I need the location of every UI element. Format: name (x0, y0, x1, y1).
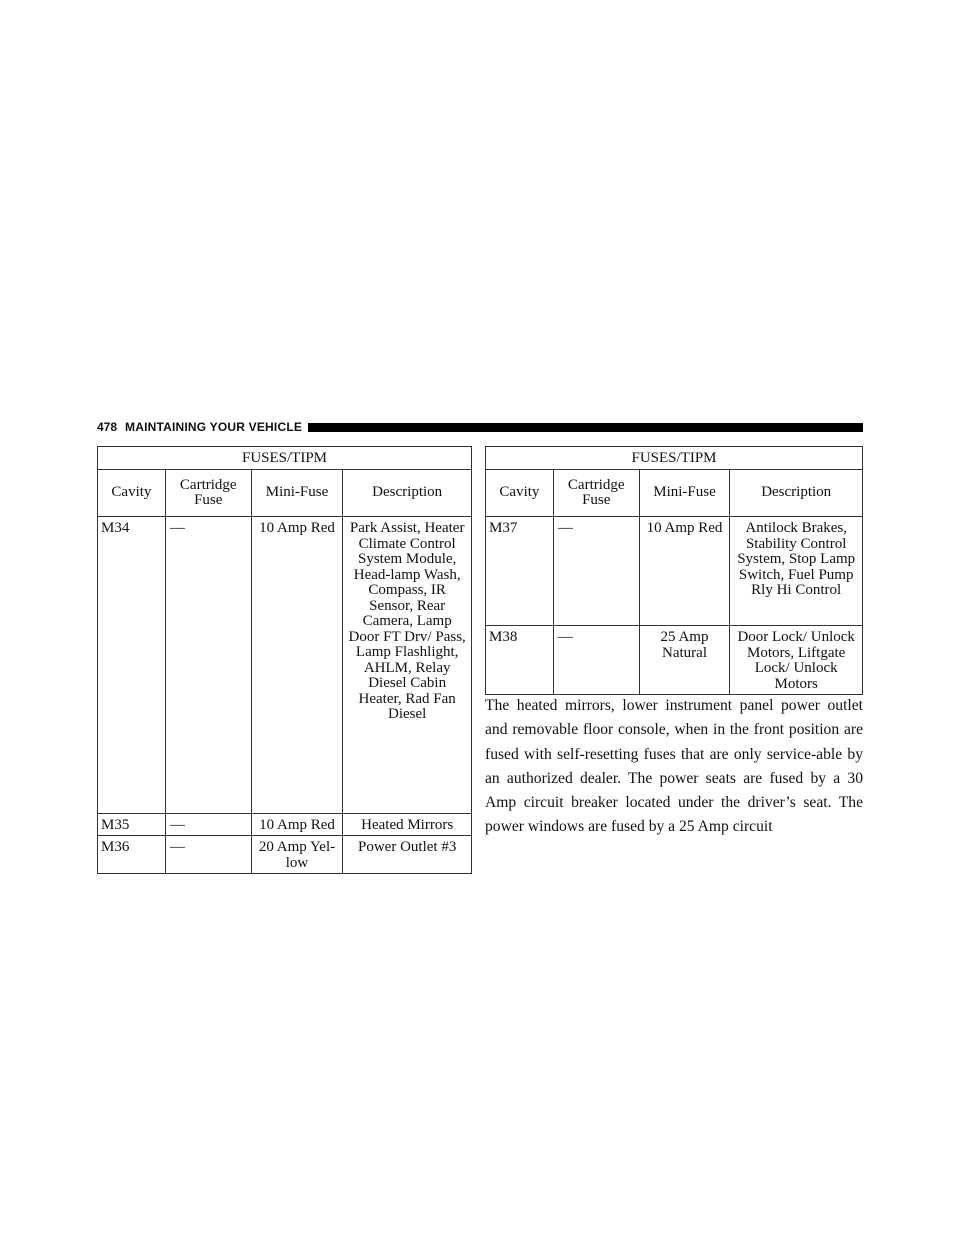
page-header (97, 419, 863, 435)
column-header-mini-fuse: Mini-Fuse (251, 470, 343, 517)
cell-cartridge: — (165, 836, 251, 874)
cell-mini-fuse: 10 Amp Red (639, 517, 730, 626)
cell-mini-fuse: 20 Amp Yel-low (251, 836, 343, 874)
fuse-table-right (485, 446, 863, 695)
table-row (486, 517, 863, 626)
cell-mini-fuse: 10 Amp Red (251, 517, 343, 814)
column-header-mini-fuse: Mini-Fuse (639, 470, 730, 517)
cell-cavity: M34 (98, 517, 166, 814)
column-header-cartridge-fuse: Cartridge Fuse (553, 470, 639, 517)
cell-cartridge: — (165, 517, 251, 814)
cell-cavity: M36 (98, 836, 166, 874)
cell-description: Antilock Brakes, Stability Control System, Stop Lamp Switch, Fuel Pump Rly Hi Control (730, 517, 863, 626)
column-header-cavity: Cavity (486, 470, 554, 517)
table-row (98, 836, 472, 874)
column-header-cavity: Cavity (98, 470, 166, 517)
cell-cavity: M37 (486, 517, 554, 626)
cell-description: Heated Mirrors (343, 814, 472, 836)
header-rule (308, 423, 863, 432)
column-header-cartridge-fuse: Cartridge Fuse (165, 470, 251, 517)
cell-cartridge: — (165, 814, 251, 836)
column-header-description: Description (730, 470, 863, 517)
page-number: 478 (97, 420, 118, 434)
cell-description: Power Outlet #3 (343, 836, 472, 874)
table-row (486, 626, 863, 695)
cell-mini-fuse: 10 Amp Red (251, 814, 343, 836)
cell-cartridge: — (553, 517, 639, 626)
cell-description: Door Lock/ Unlock Motors, Liftgate Lock/ Unlock Motors (730, 626, 863, 695)
table-row (98, 814, 472, 836)
cell-cartridge: — (553, 626, 639, 695)
cell-mini-fuse: 25 Amp Natural (639, 626, 730, 695)
section-title: MAINTAINING YOUR VEHICLE (125, 420, 303, 434)
column-header-description: Description (343, 470, 472, 517)
table-row (98, 517, 472, 814)
table-title: FUSES/TIPM (98, 447, 472, 470)
cell-cavity: M38 (486, 626, 554, 695)
cell-description: Park Assist, Heater Climate Control System Module, Head-lamp Wash, Compass, IR Sensor, Rear Camera, Lamp Door FT Drv/ Pass, Lamp Flashlight, AHLM, Relay Diesel Cabin Heater, Rad Fan Diesel (343, 517, 472, 814)
table-title: FUSES/TIPM (486, 447, 863, 470)
body-paragraph: The heated mirrors, lower instrument panel power outlet and removable floor console, when in the front position are fused with self-resetting fuses that are only service-able by an authorized dealer. The power seats are fused by a 30 Amp circuit breaker located under the driver’s seat. The power windows are fused by a 25 Amp circuit (485, 697, 863, 836)
fuse-table-left (97, 446, 472, 874)
cell-cavity: M35 (98, 814, 166, 836)
